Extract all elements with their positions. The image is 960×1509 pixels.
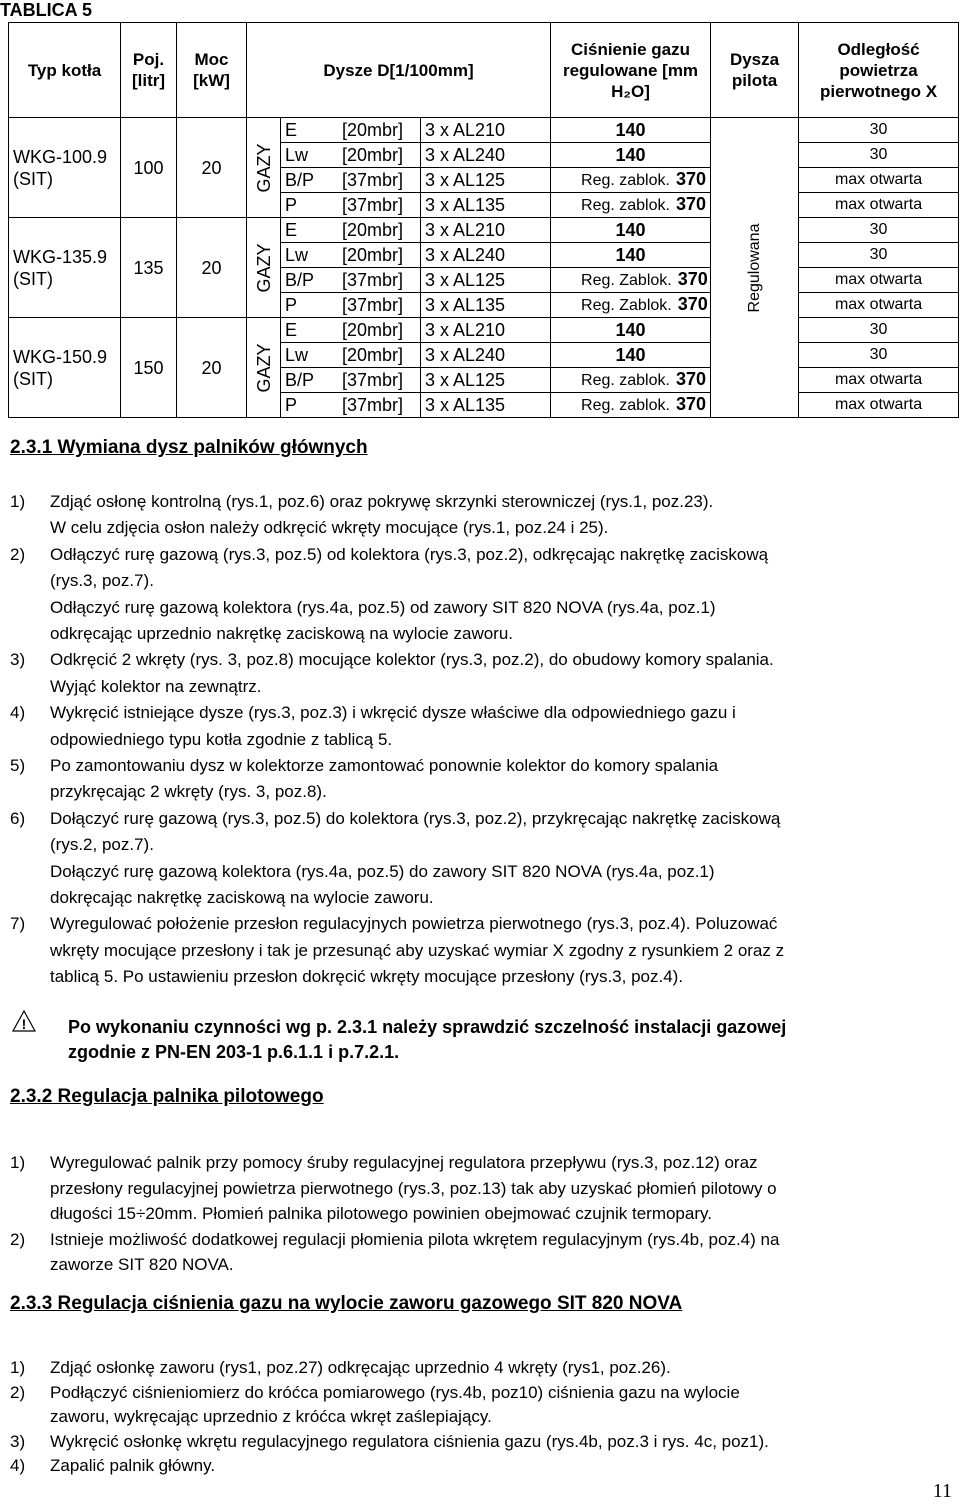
warning-text-2: zgodnie z PN-EN 203-1 p.6.1.1 i p.7.2.1.: [68, 1042, 400, 1062]
cell-x: 30: [799, 118, 959, 143]
list-item: [10, 1150, 945, 1175]
list-number: 4): [10, 1456, 26, 1475]
list-item: [10, 1355, 945, 1380]
list-continuation: (rys.2, poz.7).: [50, 835, 154, 855]
header-powietrze: Odległość powietrza pierwotnego X: [799, 23, 959, 118]
cell-gas-type: [281, 143, 421, 168]
list-number: 1): [10, 1358, 26, 1377]
gas-code: B/P: [285, 370, 315, 390]
cell-dysza: 3 x AL210: [421, 218, 551, 243]
list-item: [10, 489, 945, 514]
cell-dysza: 3 x AL210: [421, 318, 551, 343]
cell-dysza: 3 x AL240: [421, 343, 551, 368]
cell-dysza: 3 x AL210: [421, 118, 551, 143]
gas-code: B/P: [285, 170, 315, 190]
cell-x: 30: [799, 343, 959, 368]
pressure-note: Reg. zablok.: [581, 197, 670, 214]
warning-icon: [12, 1010, 34, 1032]
gas-pressure: [37mbr]: [341, 395, 403, 415]
gas-pressure: [20mbr]: [341, 220, 403, 240]
pressure-value: 370: [677, 269, 708, 289]
list-continuation: przykręcając 2 wkręty (rys. 3, poz.8).: [50, 782, 327, 802]
warning-text-1: Po wykonaniu czynności wg p. 2.3.1 należy sprawdzić szczelność instalacji gazowej: [68, 1017, 787, 1037]
cell-cisnienie: [551, 393, 711, 418]
cell-gas-type: [281, 393, 421, 418]
list-item: [10, 647, 945, 672]
list-number: 2): [10, 1382, 26, 1402]
gas-pressure: [37mbr]: [341, 195, 403, 215]
cell-x: max otwarta: [799, 368, 959, 393]
gas-pressure: [20mbr]: [341, 345, 403, 365]
list-number: 7): [10, 914, 26, 934]
list-continuation: wkręty mocujące przesłony i tak je przesunąć aby uzyskać wymiar X zgodny z rysunkiem 2 oraz z: [50, 940, 785, 960]
list-number: 3): [10, 650, 26, 670]
list-item: [10, 542, 945, 567]
cell-dysza: 3 x AL135: [421, 293, 551, 318]
gas-code: P: [285, 395, 298, 415]
cell-cisnienie: [551, 368, 711, 393]
cell-cisnienie: [551, 168, 711, 193]
cell-x: max otwarta: [799, 393, 959, 418]
list-number: 2): [10, 1229, 26, 1249]
cell-dysza: 3 x AL125: [421, 368, 551, 393]
list-continuation: Wyjąć kolektor na zewnątrz.: [50, 676, 262, 696]
cell-dysza: 3 x AL240: [421, 243, 551, 268]
cell-x: 30: [799, 243, 959, 268]
list-continuation: W celu zdjęcia osłon należy odkręcić wkręty mocujące (rys.1, poz.24 i 25).: [50, 518, 609, 538]
cell-gas-type: [281, 343, 421, 368]
cell-x: 30: [799, 218, 959, 243]
page-number: 11: [932, 1480, 952, 1502]
list-text: Dołączyć rurę gazową (rys.3, poz.5) do kolektora (rys.3, poz.2), przykręcając nakrętkę zaciskową: [50, 808, 781, 828]
pressure-value: 140: [615, 345, 646, 365]
cell-typ: WKG-135.9 (SIT): [9, 218, 121, 318]
gazy-label: GAZY: [253, 342, 274, 393]
cell-gazy: [247, 118, 281, 218]
cell-poj: 150: [121, 318, 177, 418]
svg-text:!: !: [21, 1016, 27, 1032]
cell-dysza: 3 x AL135: [421, 193, 551, 218]
pressure-note: Reg. Zablok.: [581, 297, 672, 314]
cell-gas-type: [281, 168, 421, 193]
gas-code: Lw: [285, 145, 309, 165]
gas-pressure: [37mbr]: [341, 370, 403, 390]
gas-pressure: [37mbr]: [341, 170, 403, 190]
list-number: 4): [10, 703, 26, 723]
gas-code: B/P: [285, 270, 315, 290]
cell-cisnienie: [551, 318, 711, 343]
gas-code: Lw: [285, 245, 309, 265]
pressure-value: 370: [675, 394, 706, 414]
gas-code: P: [285, 195, 298, 215]
cell-gas-type: [281, 193, 421, 218]
table-row: [9, 318, 959, 343]
list-text: Wyregulować palnik przy pomocy śruby regulacyjnej regulatora przepływu (rys.3, poz.12) oraz: [50, 1153, 758, 1172]
list-number: 2): [10, 544, 26, 564]
pressure-note: Reg. Zablok.: [581, 272, 672, 289]
cell-typ: WKG-100.9 (SIT): [9, 118, 121, 218]
cell-x: max otwarta: [799, 293, 959, 318]
pressure-value: 140: [615, 320, 646, 340]
list-text: Odkręcić 2 wkręty (rys. 3, poz.8) mocujące kolektor (rys.3, poz.2), do obudowy komory spalania.: [50, 650, 774, 670]
cell-moc: 20: [177, 218, 247, 318]
table-caption: TABLICA 5: [0, 0, 92, 20]
list-text: Wykręcić osłonkę wkrętu regulacyjnego regulatora ciśnienia gazu (rys.4b, poz.3 i rys. 4c, poz1).: [50, 1431, 769, 1451]
cell-x: max otwarta: [799, 168, 959, 193]
cell-x: 30: [799, 318, 959, 343]
cell-gas-type: [281, 318, 421, 343]
cell-x: max otwarta: [799, 268, 959, 293]
cell-dysza: 3 x AL125: [421, 268, 551, 293]
list-item: [10, 806, 945, 831]
gas-code: E: [285, 320, 298, 340]
list-continuation: długości 15÷20mm. Płomień palnika pilotowego powinien obejmować czujnik termopary.: [50, 1204, 712, 1223]
list-text: Wykręcić istniejące dysze (rys.3, poz.3) i wkręcić dysze właściwe dla odpowiedniego gazu i: [50, 703, 736, 723]
section-233-heading: 2.3.3 Regulacja ciśnienia gazu na wylocie zaworu gazowego SIT 820 NOVA: [10, 1293, 683, 1314]
list-number: 5): [10, 756, 26, 775]
list-continuation: dokręcając nakrętkę zaciskową na wylocie zaworu.: [50, 888, 434, 907]
gas-pressure: [20mbr]: [341, 320, 403, 340]
list-item: [10, 753, 945, 778]
cell-gazy: [247, 318, 281, 418]
pressure-note: Reg. zablok.: [581, 172, 670, 189]
pressure-note: Reg. zablok.: [581, 397, 670, 414]
cell-moc: 20: [177, 318, 247, 418]
list-item: [10, 1380, 945, 1405]
list-text: Zapalić palnik główny.: [50, 1456, 216, 1475]
pressure-value: 370: [675, 369, 706, 389]
list-continuation: Dołączyć rurę gazową kolektora (rys.4a, poz.5) do zawory SIT 820 NOVA (rys.4a, poz.1): [50, 861, 715, 881]
header-dysze: Dysze D[1/100mm]: [247, 23, 551, 118]
list-number: 1): [10, 1153, 26, 1172]
cell-pilot: [711, 118, 799, 418]
gas-code: Lw: [285, 345, 309, 365]
gas-pressure: [20mbr]: [341, 145, 403, 165]
cell-dysza: 3 x AL125: [421, 168, 551, 193]
pilot-value: Regulowana: [745, 223, 763, 312]
header-poj: Poj. [litr]: [121, 23, 177, 118]
pressure-value: 370: [675, 169, 706, 189]
pressure-value: 140: [615, 245, 646, 265]
list-text: Zdjąć osłonę kontrolną (rys.1, poz.6) oraz pokrywę skrzynki sterowniczej (rys.1, poz.23).: [50, 492, 714, 511]
pressure-value: 140: [615, 120, 646, 140]
cell-gas-type: [281, 368, 421, 393]
list-item: [10, 700, 945, 725]
gas-pressure: [37mbr]: [341, 270, 403, 290]
list-text: Wyregulować położenie przesłon regulacyjnych powietrza pierwotnego (rys.3, poz.4). Poluzować: [50, 914, 778, 934]
list-text: Podłączyć ciśnieniomierz do króćca pomiarowego (rys.4b, poz10) ciśnienia gazu na wylocie: [50, 1382, 740, 1402]
cell-moc: 20: [177, 118, 247, 218]
cell-cisnienie: [551, 218, 711, 243]
pressure-value: 140: [615, 220, 646, 240]
list-item: [10, 1227, 945, 1252]
cell-gas-type: [281, 218, 421, 243]
table-header-row: [9, 23, 959, 118]
cell-x: max otwarta: [799, 193, 959, 218]
cell-x: 30: [799, 143, 959, 168]
gazy-label: GAZY: [253, 242, 274, 293]
list-number: 3): [10, 1431, 26, 1451]
cell-gazy: [247, 218, 281, 318]
cell-gas-type: [281, 118, 421, 143]
pressure-value: 370: [675, 194, 706, 214]
gas-code: P: [285, 295, 298, 315]
cell-cisnienie: [551, 293, 711, 318]
header-cisnienie: Ciśnienie gazu regulowane [mm H₂O]: [551, 23, 711, 118]
list-text: Po zamontowaniu dysz w kolektorze zamontować ponownie kolektor do komory spalania: [50, 756, 719, 775]
cell-cisnienie: [551, 118, 711, 143]
section-231-heading: 2.3.1 Wymiana dysz palników głównych: [10, 437, 368, 458]
table-row: [9, 218, 959, 243]
header-moc: Moc [kW]: [177, 23, 247, 118]
gas-pressure: [37mbr]: [341, 295, 403, 315]
cell-typ: WKG-150.9 (SIT): [9, 318, 121, 418]
list-item: [10, 1429, 945, 1454]
list-text: Zdjąć osłonkę zaworu (rys1, poz.27) odkręcając uprzednio 4 wkręty (rys1, poz.26).: [50, 1358, 671, 1377]
list-continuation: zaworu, wykręcając uprzednio z króćca wkręt zaślepiający.: [50, 1407, 492, 1426]
list-continuation: odkręcając uprzednio nakrętkę zaciskową na wylocie zaworu.: [50, 624, 514, 643]
list-item: [10, 1453, 945, 1478]
list-continuation: tablicą 5. Po ustawieniu przesłon dokręcić wkręty mocujące przesłony (rys.3, poz.4).: [50, 967, 684, 987]
gas-code: E: [285, 220, 298, 240]
cell-cisnienie: [551, 143, 711, 168]
cell-poj: 100: [121, 118, 177, 218]
cell-dysza: 3 x AL135: [421, 393, 551, 418]
header-typ: Typ kotła: [9, 23, 121, 118]
list-number: 6): [10, 808, 26, 828]
list-item: [10, 911, 945, 936]
pressure-value: 370: [677, 294, 708, 314]
header-pilot: Dysza pilota: [711, 23, 799, 118]
list-text: Odłączyć rurę gazową (rys.3, poz.5) od kolektora (rys.3, poz.2), odkręcając nakrętkę zaciskową: [50, 544, 769, 564]
gas-pressure: [20mbr]: [341, 120, 403, 140]
section-232-heading: 2.3.2 Regulacja palnika pilotowego: [10, 1086, 324, 1107]
gas-code: E: [285, 120, 298, 140]
list-continuation: przesłony regulacyjnej powietrza pierwotnego (rys.3, poz.13) tak aby uzyskać płomień pilotowy o: [50, 1178, 777, 1198]
gazy-label: GAZY: [253, 142, 274, 193]
list-number: 1): [10, 492, 26, 511]
cell-poj: 135: [121, 218, 177, 318]
cell-cisnienie: [551, 193, 711, 218]
list-text: Istnieje możliwość dodatkowej regulacji płomienia pilota wkrętem regulacyjnym (rys.4b, poz.4) na: [50, 1229, 780, 1249]
list-continuation: odpowiedniego typu kotła zgodnie z tablicą 5.: [50, 729, 393, 749]
pressure-value: 140: [615, 145, 646, 165]
cell-gas-type: [281, 243, 421, 268]
cell-cisnienie: [551, 343, 711, 368]
cell-dysza: 3 x AL240: [421, 143, 551, 168]
cell-cisnienie: [551, 243, 711, 268]
cell-gas-type: [281, 268, 421, 293]
cell-cisnienie: [551, 268, 711, 293]
list-continuation: zaworze SIT 820 NOVA.: [50, 1255, 234, 1274]
table-row: [9, 118, 959, 143]
nozzle-table: [8, 22, 959, 418]
cell-gas-type: [281, 293, 421, 318]
gas-pressure: [20mbr]: [341, 245, 403, 265]
pressure-note: Reg. zablok.: [581, 372, 670, 389]
list-continuation: Odłączyć rurę gazową kolektora (rys.4a, poz.5) od zawory SIT 820 NOVA (rys.4a, poz.1): [50, 597, 716, 617]
list-continuation: (rys.3, poz.7).: [50, 571, 154, 591]
